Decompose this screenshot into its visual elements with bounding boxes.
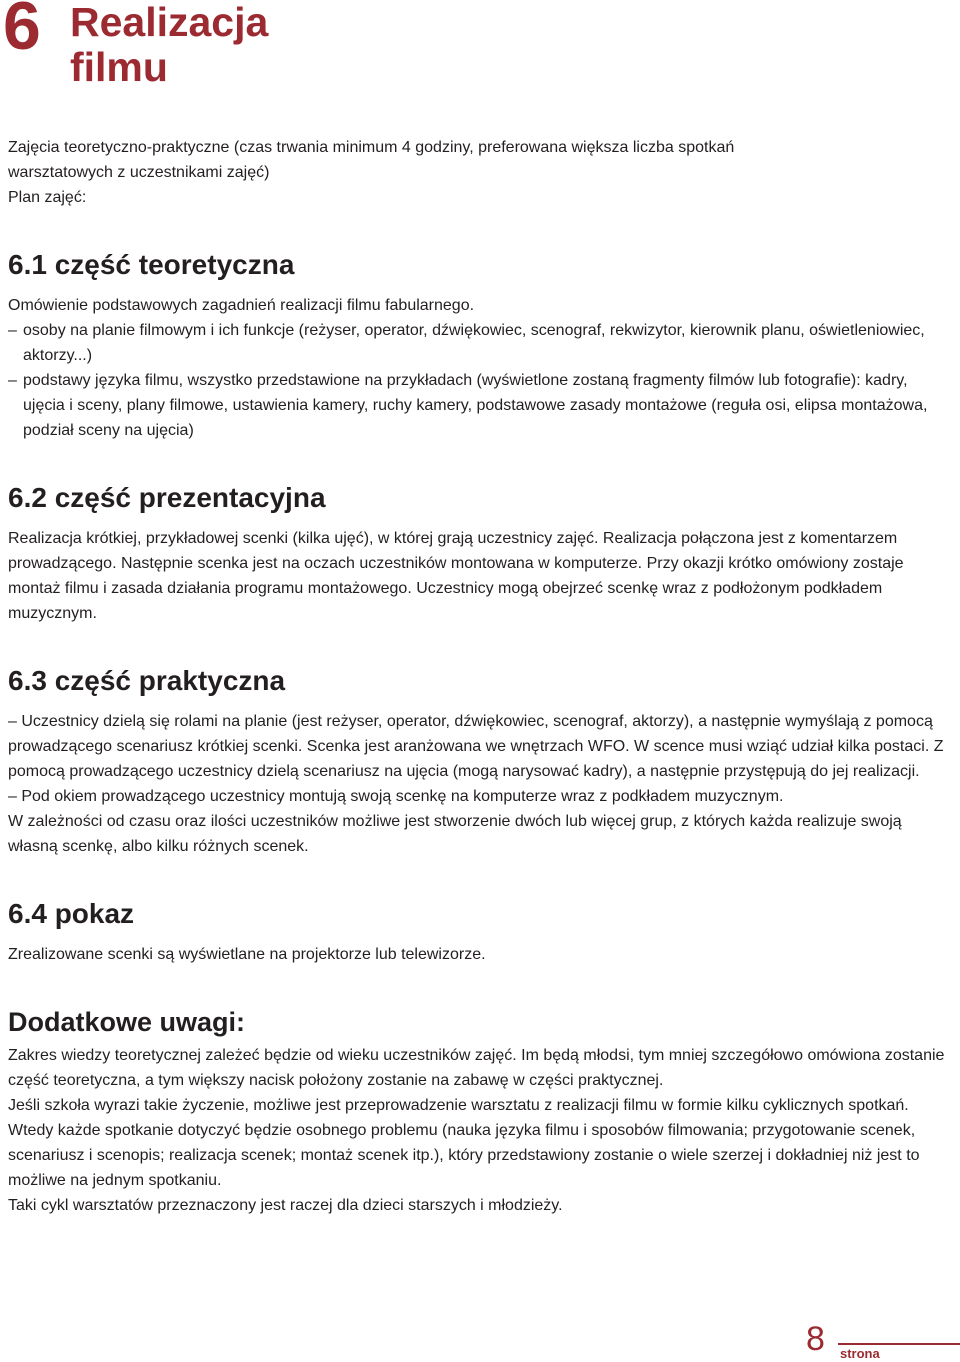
dash-bullet-icon: – bbox=[8, 372, 17, 389]
extra-notes-heading: Dodatkowe uwagi: bbox=[8, 1007, 246, 1037]
section-heading: 6.3 część praktyczna bbox=[8, 665, 286, 696]
list-item-text: osoby na planie filmowym i ich funkcje (reżyser, operator, dźwiękowiec, scenograf, rekwizytor, kierownik planu, oświetleniowiec, aktorzy...) bbox=[23, 322, 925, 364]
section-paragraph: – Uczestnicy dzielą się rolami na planie (jest reżyser, operator, dźwiękowiec, scenograf, aktorzy), a następnie wymyślają z pomocą prowadzącego scenariusz krótkiej scenki. Scenka jest aranżowana we wnętrzach WFO. W scence musi wziąć udział kilka postaci. Z pomocą prowadzącego uczestnicy dzielą scenariusz na ujęcia (mogą narysować kadry), a następnie przystępują do jej realizacji. bbox=[8, 713, 944, 780]
chapter-number: 6 bbox=[3, 0, 41, 64]
extra-paragraph: Taki cykl warsztatów przeznaczony jest raczej dla dzieci starszych i młodzieży. bbox=[8, 1197, 563, 1214]
page-label: strona bbox=[840, 1346, 880, 1361]
section-theory bbox=[8, 248, 953, 443]
list-item bbox=[8, 368, 953, 443]
page-content bbox=[8, 135, 953, 1218]
section-body: Realizacja krótkiej, przykładowej scenki (kilka ujęć), w której grają uczestnicy zajęć. Realizacja połączona jest z komentarzem prowadzącego. Następnie scenka jest na oczach uczestników montowana w komputerze. Przy okazji krótko omówiony zostaje montaż filmu i zasada działania programu montażowego. Uczestnicy mogą obejrzeć scenkę wraz z podłożonym podkładem muzycznym. bbox=[8, 530, 904, 622]
page-number: 8 bbox=[806, 1320, 825, 1358]
section-extra-notes bbox=[8, 1005, 953, 1218]
intro-line-1: Zajęcia teoretyczno-praktyczne (czas trwania minimum 4 godziny, preferowana większa liczba spotkań bbox=[8, 139, 735, 156]
section-practice bbox=[8, 664, 953, 859]
chapter-title-line-1: Realizacja bbox=[70, 0, 269, 45]
section-heading: 6.1 część teoretyczna bbox=[8, 249, 295, 280]
extra-paragraph: Zakres wiedzy teoretycznej zależeć będzie od wieku uczestników zajęć. Im będą młodsi, tym mniej szczegółowo omówiona zostanie część teoretyczna, a tym większy nacisk położony zostanie na zabawę w części praktycznej. bbox=[8, 1047, 945, 1089]
list-item bbox=[8, 318, 953, 368]
dash-bullet-icon: – bbox=[8, 322, 17, 339]
intro-line-2: warsztatowych z uczestnikami zajęć) bbox=[8, 164, 270, 181]
intro-line-3: Plan zajęć: bbox=[8, 189, 87, 206]
chapter-title-line-2: filmu bbox=[70, 44, 168, 90]
section-screening bbox=[8, 897, 953, 967]
section-body: Zrealizowane scenki są wyświetlane na projektorze lub telewizorze. bbox=[8, 946, 486, 963]
chapter-title bbox=[70, 0, 268, 90]
section-paragraph: W zależności od czasu oraz ilości uczestników możliwe jest stworzenie dwóch lub więcej grup, z których każda realizuje swoją własną scenkę, albo kilku różnych scenek. bbox=[8, 813, 902, 855]
extra-paragraph: Jeśli szkoła wyrazi takie życzenie, możliwe jest przeprowadzenie warsztatu z realizacji filmu w formie kilku cyklicznych spotkań. Wtedy każde spotkanie dotyczyć będzie osobnego problemu (nauka języka filmu i sposobów filmowania; przygotowanie scenek, scenariusz i scenopis; realizacja scenek; montaż scenek itp.), który przedstawiony zostanie o wiele szerzej i dokładniej niż jest to możliwe na jednym spotkaniu. bbox=[8, 1097, 920, 1189]
section-heading: 6.4 pokaz bbox=[8, 898, 135, 929]
section-presentation bbox=[8, 481, 953, 626]
section-lead: Omówienie podstawowych zagadnień realizacji filmu fabularnego. bbox=[8, 297, 475, 314]
footer-rule bbox=[838, 1343, 960, 1345]
section-paragraph: – Pod okiem prowadzącego uczestnicy montują swoją scenkę na komputerze wraz z podkładem muzycznym. bbox=[8, 788, 784, 805]
list-item-text: podstawy języka filmu, wszystko przedstawione na przykładach (wyświetlone zostaną fragmenty filmów lub fotografie): kadry, ujęcia i sceny, plany filmowe, ustawienia kamery, ruchy kamery, podstawowe zasady montażowe (reguła osi, elipsa montażowa, podział sceny na ujęcia) bbox=[23, 372, 928, 439]
intro bbox=[8, 135, 953, 210]
section-heading: 6.2 część prezentacyjna bbox=[8, 482, 326, 513]
